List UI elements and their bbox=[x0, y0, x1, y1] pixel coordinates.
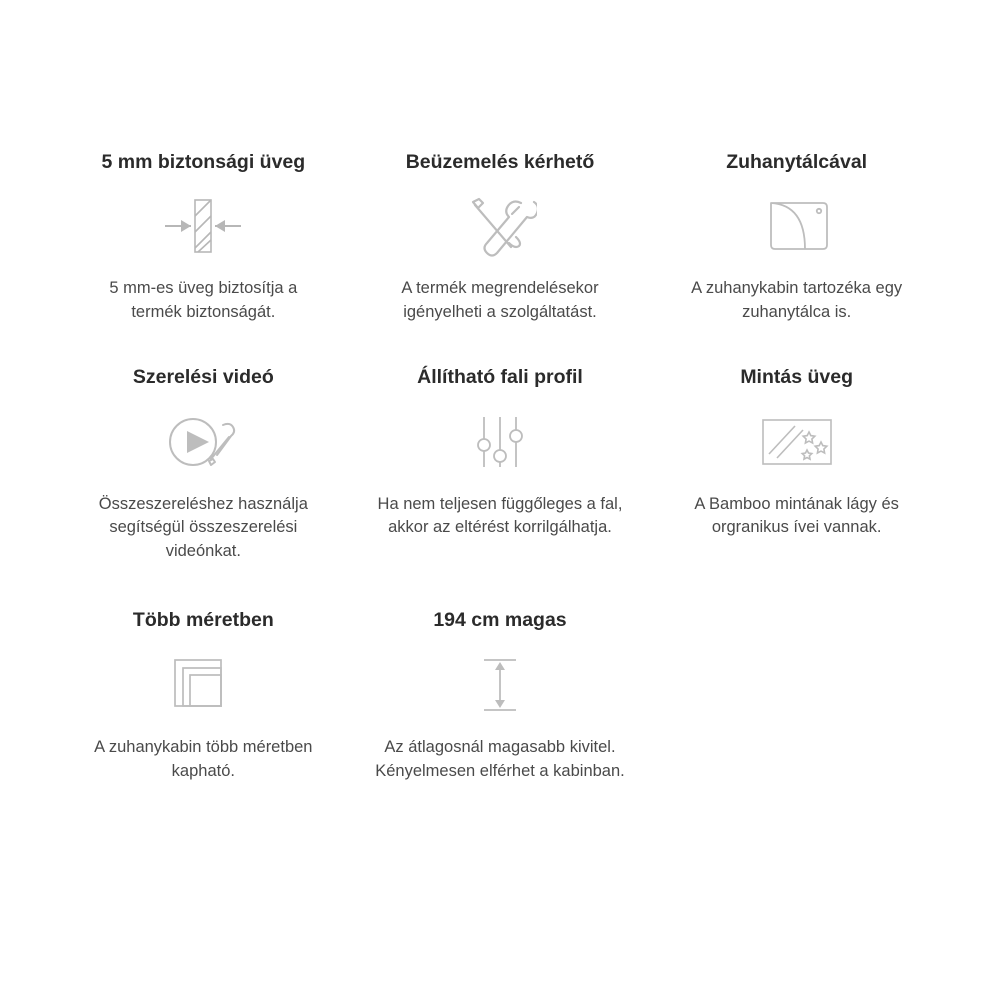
feature-description: A zuhanykabin több méretben kapható. bbox=[94, 737, 313, 780]
feature-description: A termék megrendelésekor igényelheti a szolgáltatást. bbox=[401, 279, 599, 322]
feature-description: 5 mm-es üveg biztosítja a termék biztonságát. bbox=[109, 279, 298, 322]
feature-assembly-video bbox=[60, 365, 347, 564]
feature-safety-glass bbox=[60, 150, 347, 325]
feature-title: Zuhanytálcával bbox=[726, 151, 868, 173]
feature-title: Állítható fali profil bbox=[417, 366, 583, 389]
feature-installation-request bbox=[357, 150, 644, 325]
feature-title: Mintás üveg bbox=[740, 366, 853, 389]
feature-description: Összeszereléshez használja segítségül összeszerelési videónkat. bbox=[98, 494, 308, 561]
patterned-glass-icon bbox=[751, 405, 843, 479]
feature-description: A Bamboo mintának lágy és orgranikus ívei vannak. bbox=[694, 494, 899, 537]
feature-adjustable-wall-profile bbox=[357, 365, 644, 564]
play-tools-icon bbox=[161, 405, 245, 479]
feature-multiple-sizes bbox=[60, 608, 347, 783]
tools-icon bbox=[463, 189, 537, 263]
feature-title: 194 cm magas bbox=[433, 609, 567, 632]
feature-description: A zuhanykabin tartozéka egy zuhanytálca is. bbox=[691, 279, 903, 322]
shower-tray-icon bbox=[757, 189, 837, 263]
feature-description: Az átlagosnál magasabb kivitel. Kényelmesen elférhet a kabinban. bbox=[375, 737, 625, 780]
feature-title: 5 mm biztonsági üveg bbox=[101, 151, 306, 173]
feature-with-shower-tray bbox=[653, 150, 940, 325]
glass-thickness-icon bbox=[157, 189, 249, 263]
feature-title: Több méretben bbox=[132, 609, 274, 632]
feature-description: Ha nem teljesen függőleges a fal, akkor az eltérést korrilgálhatja. bbox=[377, 494, 623, 537]
feature-grid bbox=[60, 150, 940, 783]
feature-grid-empty-cell bbox=[653, 604, 940, 783]
feature-patterned-glass bbox=[653, 365, 940, 564]
feature-height-194 bbox=[357, 608, 644, 783]
feature-title: Szerelési videó bbox=[132, 366, 274, 389]
vertical-arrow-icon bbox=[460, 648, 540, 722]
sliders-icon bbox=[458, 405, 542, 479]
stacked-squares-icon bbox=[163, 648, 243, 722]
feature-title: Beüzemelés kérhető bbox=[405, 151, 595, 173]
